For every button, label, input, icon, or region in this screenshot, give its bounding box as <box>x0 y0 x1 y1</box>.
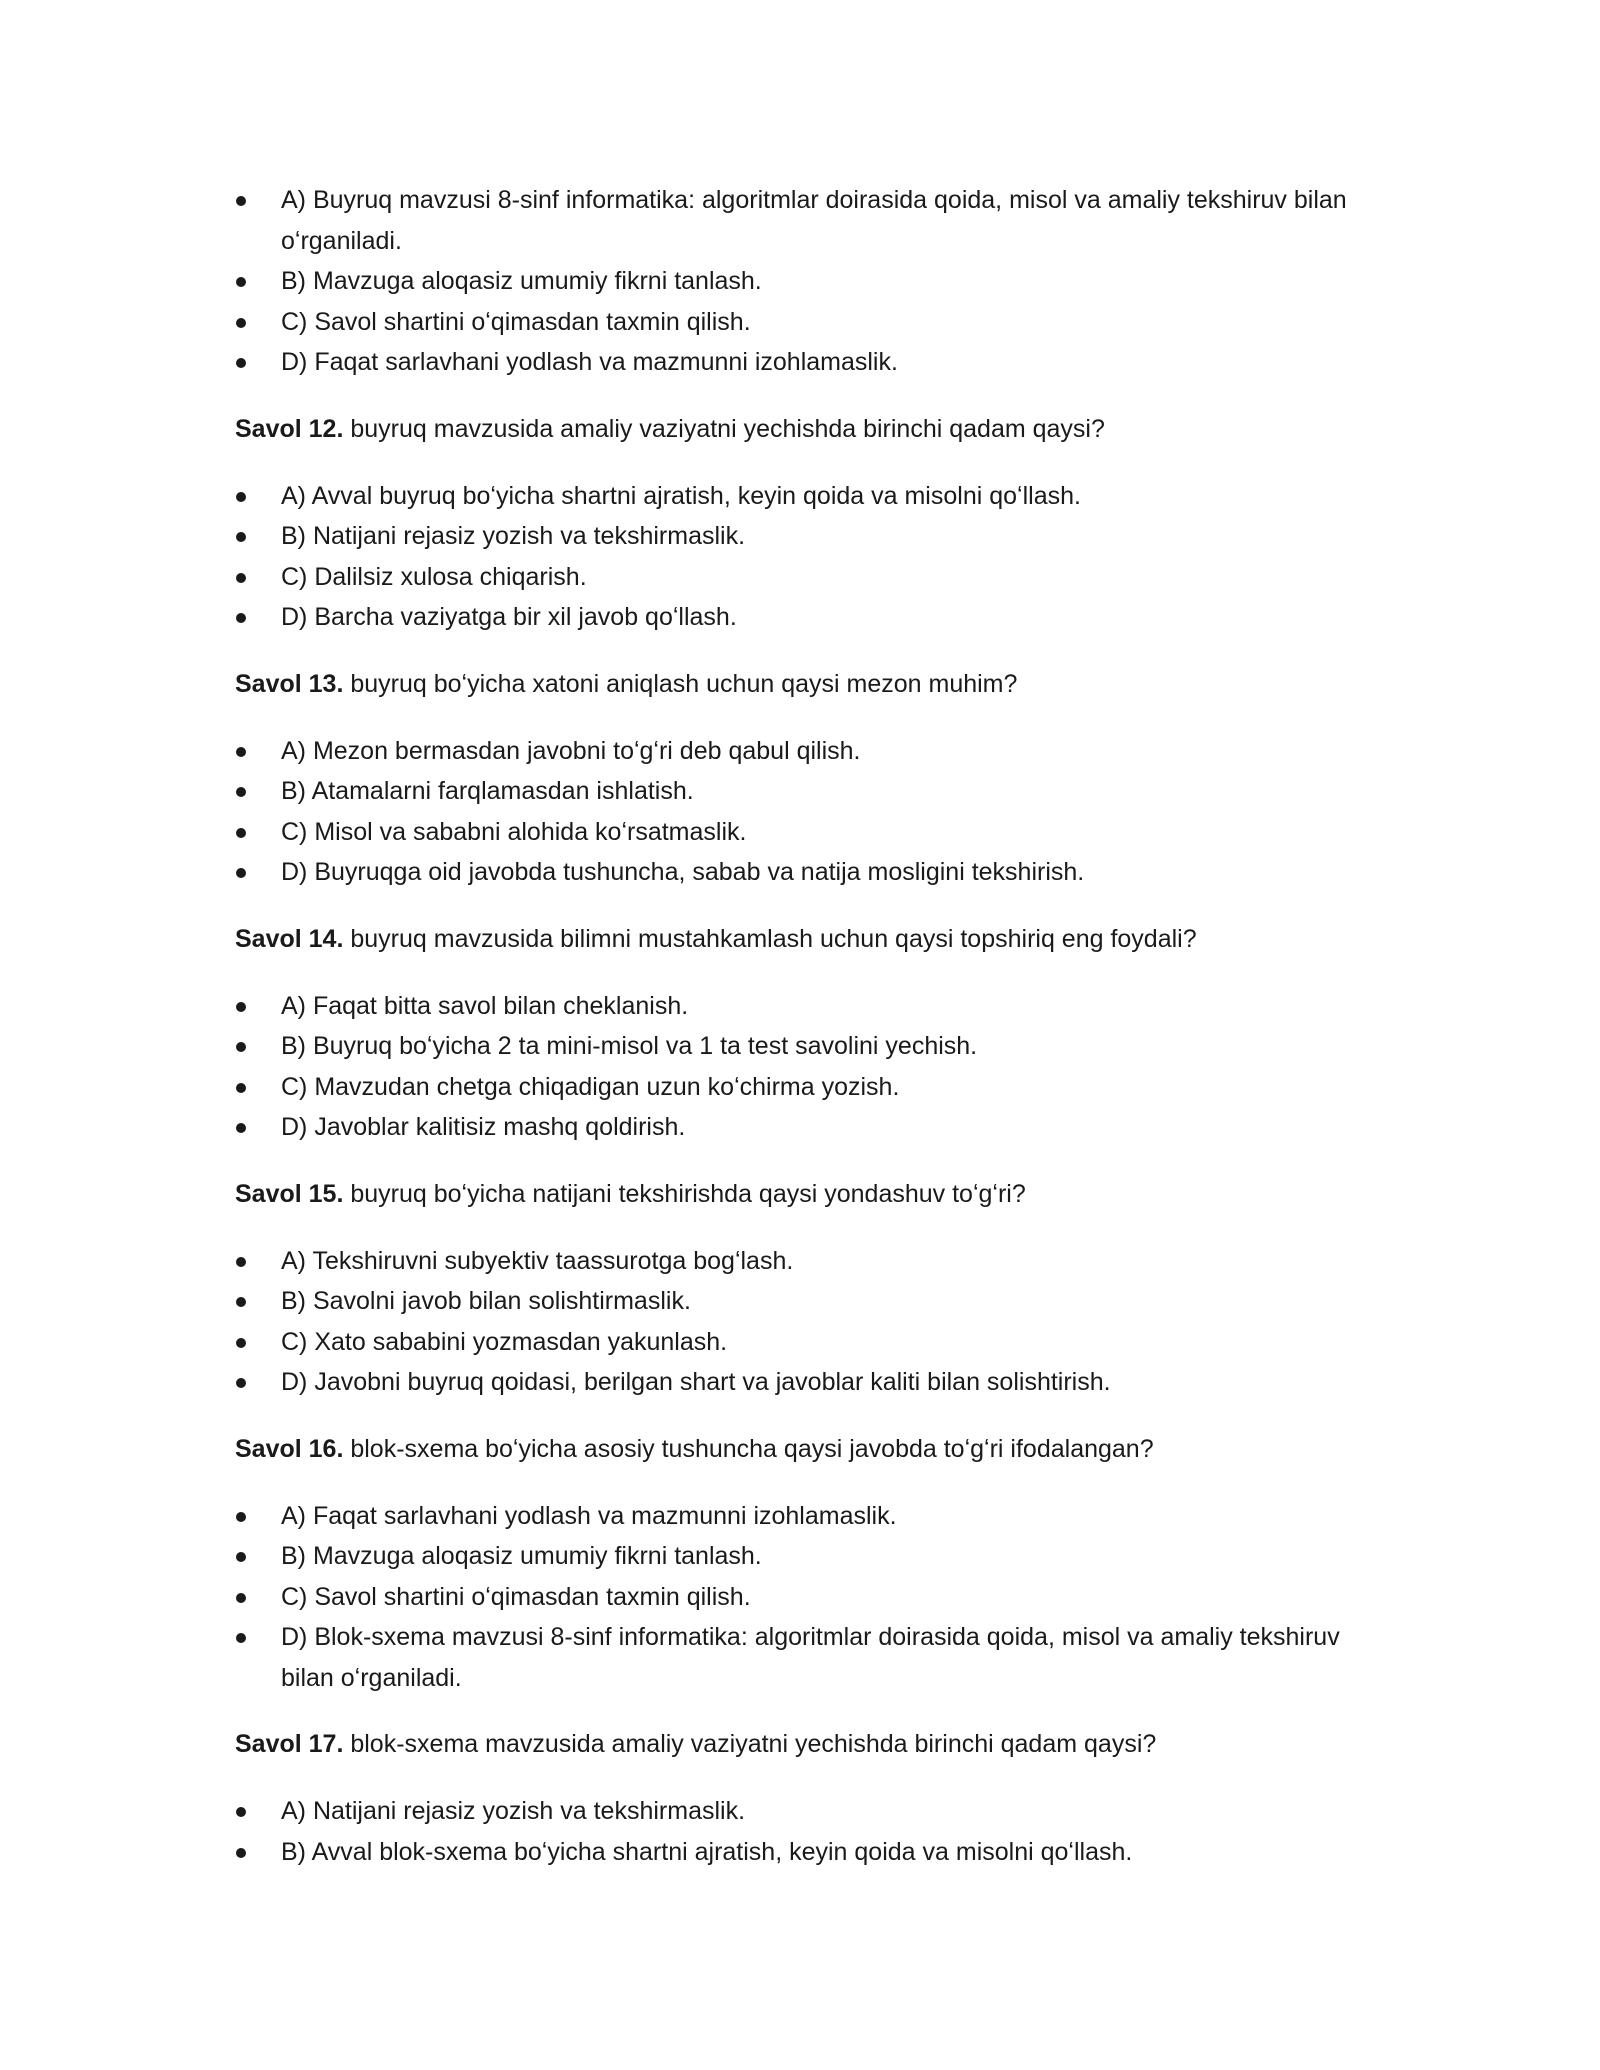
option-text: C) Savol shartini oʻqimasdan taxmin qilish. <box>281 1582 751 1611</box>
option-list <box>235 1496 1370 1699</box>
question-17 <box>235 1724 1370 1764</box>
option-text: C) Xato sababini yozmasdan yakunlash. <box>281 1327 728 1356</box>
option-text: B) Mavzuga aloqasiz umumiy fikrni tanlash. <box>281 267 762 295</box>
option-item <box>235 1536 1370 1577</box>
question-text: buyruq boʻyicha xatoni aniqlash uchun qaysi mezon muhim? <box>343 669 1018 698</box>
option-item <box>235 597 1370 638</box>
option-item <box>235 1067 1370 1108</box>
option-text: A) Faqat sarlavhani yodlash va mazmunni izohlamaslik. <box>281 1501 897 1530</box>
option-item <box>235 852 1370 893</box>
option-text: A) Avval buyruq boʻyicha shartni ajratish, keyin qoida va misolni qoʻllash. <box>281 481 1081 510</box>
option-text: C) Mavzudan chetga chiqadigan uzun koʻchirma yozish. <box>281 1072 900 1101</box>
option-text: C) Dalilsiz xulosa chiqarish. <box>281 562 587 591</box>
question-number: Savol 14. <box>235 924 344 953</box>
option-text: B) Buyruq boʻyicha 2 ta mini-misol va 1 ta test savolini yechish. <box>281 1032 978 1060</box>
option-item <box>235 1617 1370 1698</box>
option-item <box>235 302 1370 343</box>
option-text: D) Javoblar kalitisiz mashq qoldirish. <box>281 1113 686 1141</box>
option-item <box>235 771 1370 812</box>
option-list <box>235 1241 1370 1403</box>
option-text: D) Buyruqga oid javobda tushuncha, sabab va natija mosligini tekshirish. <box>281 858 1085 886</box>
option-item <box>235 476 1370 517</box>
option-text: B) Natijani rejasiz yozish va tekshirmaslik. <box>281 522 746 550</box>
question-number: Savol 15. <box>235 1179 344 1208</box>
option-list <box>235 731 1370 893</box>
option-list <box>235 986 1370 1148</box>
option-text: C) Savol shartini oʻqimasdan taxmin qilish. <box>281 307 751 336</box>
question-number: Savol 12. <box>235 414 344 443</box>
option-text: B) Atamalarni farqlamasdan ishlatish. <box>281 777 694 805</box>
option-text: B) Savolni javob bilan solishtirmaslik. <box>281 1287 691 1315</box>
option-text: B) Avval blok-sxema boʻyicha shartni ajratish, keyin qoida va misolni qoʻllash. <box>281 1837 1133 1866</box>
option-list <box>235 180 1370 383</box>
option-item <box>235 1322 1370 1363</box>
option-item <box>235 1362 1370 1403</box>
question-number: Savol 16. <box>235 1434 344 1463</box>
option-item <box>235 1026 1370 1067</box>
question-number: Savol 17. <box>235 1730 344 1758</box>
option-item <box>235 180 1370 261</box>
option-list <box>235 1791 1370 1872</box>
question-text: buyruq mavzusida bilimni mustahkamlash uchun qaysi topshiriq eng foydali? <box>343 924 1197 953</box>
option-text: D) Faqat sarlavhani yodlash va mazmunni izohlamaslik. <box>281 348 898 376</box>
question-16 <box>235 1429 1370 1469</box>
option-text: A) Tekshiruvni subyektiv taassurotga bogʻlash. <box>281 1246 794 1275</box>
question-15 <box>235 1174 1370 1214</box>
question-text: buyruq boʻyicha natijani tekshirishda qaysi yondashuv toʻgʻri? <box>343 1179 1026 1208</box>
option-text: D) Barcha vaziyatga bir xil javob qoʻllash. <box>281 603 737 631</box>
option-text: D) Javobni buyruq qoidasi, berilgan shart va javoblar kaliti bilan solishtirish. <box>281 1368 1111 1396</box>
option-item <box>235 812 1370 853</box>
option-text: A) Natijani rejasiz yozish va tekshirmaslik. <box>281 1797 746 1825</box>
question-text: buyruq mavzusida amaliy vaziyatni yechishda birinchi qadam qaysi? <box>343 414 1105 443</box>
option-text: C) Misol va sababni alohida koʻrsatmaslik. <box>281 817 747 846</box>
option-item <box>235 557 1370 598</box>
option-item <box>235 1791 1370 1832</box>
option-item <box>235 342 1370 383</box>
option-text: D) Blok-sxema mavzusi 8-sinf informatika: algoritmlar doirasida qoida, misol va amaliy tekshiruv bilan oʻrganiladi. <box>281 1623 1340 1692</box>
option-item <box>235 1496 1370 1537</box>
question-number: Savol 13. <box>235 669 344 698</box>
question-14 <box>235 919 1370 959</box>
option-item <box>235 986 1370 1027</box>
option-item <box>235 1241 1370 1282</box>
option-list <box>235 476 1370 638</box>
question-text: blok-sxema boʻyicha asosiy tushuncha qaysi javobda toʻgʻri ifodalangan? <box>343 1434 1154 1463</box>
option-item <box>235 1281 1370 1322</box>
option-item <box>235 1107 1370 1148</box>
question-12 <box>235 409 1370 449</box>
option-text: A) Buyruq mavzusi 8-sinf informatika: algoritmlar doirasida qoida, misol va amaliy tekshiruv bilan oʻrganiladi. <box>281 186 1347 255</box>
question-13 <box>235 664 1370 704</box>
option-text: B) Mavzuga aloqasiz umumiy fikrni tanlash. <box>281 1542 762 1570</box>
option-text: A) Mezon bermasdan javobni toʻgʻri deb qabul qilish. <box>281 736 861 765</box>
option-item <box>235 1832 1370 1873</box>
option-item <box>235 261 1370 302</box>
option-text: A) Faqat bitta savol bilan cheklanish. <box>281 991 689 1020</box>
option-item <box>235 1577 1370 1618</box>
option-item <box>235 516 1370 557</box>
option-item <box>235 731 1370 772</box>
question-text: blok-sxema mavzusida amaliy vaziyatni yechishda birinchi qadam qaysi? <box>343 1730 1157 1758</box>
